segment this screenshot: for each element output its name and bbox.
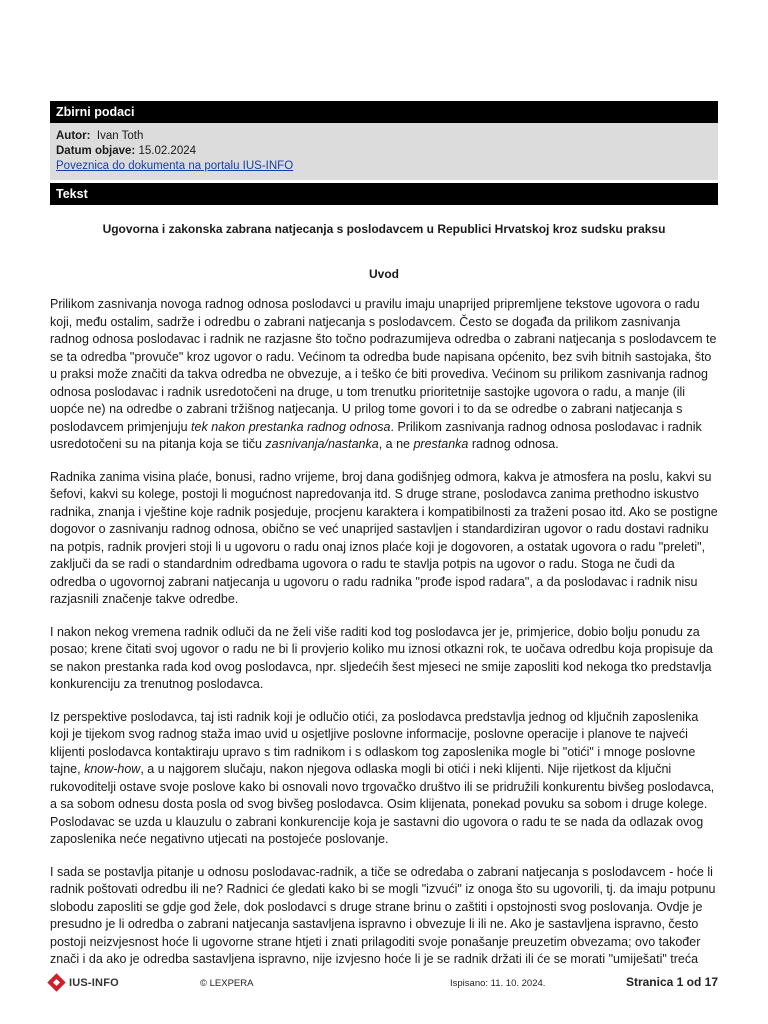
document-page	[50, 101, 718, 984]
metadata-box	[50, 123, 718, 180]
logo-mark-icon	[47, 973, 65, 991]
p4-text: Iz perspektive poslodavca, taj isti radnik koji je odlučio otići, za poslodavca predstavlja jednog od ključnih zaposlenika koji je tijekom svog radnog staža imao uvid u osjetljive poslovne informacije, poslovne operacije i planove te najveći klijenti poslodavca kontaktiraju upravo s tim radnikom i s odlaskom tog zaposlenika mogle bi "otići" i mnoge poslovne tajne,	[50, 709, 699, 776]
p4-italic: know-how	[84, 762, 141, 776]
paragraph-4	[50, 709, 718, 849]
author-label: Autor:	[56, 130, 91, 142]
p1-italic-2: zasnivanja/nastanka	[265, 437, 379, 451]
paragraph-2: Radnika zanima visina plaće, bonusi, radno vrijeme, broj dana godišnjeg odmora, kakva je atmosfera na poslu, kakvi su šefovi, kakvi su kolege, postoji li mogućnost napredovanja itd. S druge strane, poslodavca zanima prethodno iskustvo radnika, znanja i vještine koje radnik posjeduje, procjenu karaktera i kompatibilnosti za traženi posao itd. Ako se postigne dogovor o zasnivanju radnog odnosa, obično se već unaprijed sastavljen i standardiziran ugovor o radu dostavi radniku na potpis, radnik provjeri stoji li u ugovoru o radu onaj iznos plaće koji je dogovoren, a ostatak ugovora o radu "preleti", zaključi da se radi o standardnim odredbama ugovora o radu te stavlja potpis na ugovor o radu. Stoga ne čudi da odredba o ugovornoj zabrani natjecanja u ugovoru o radu radnika "prođe ispod radara", a da poslodavac i radnik nisu razjasnili značenje takve odredbe.	[50, 469, 718, 606]
date-value: 15.02.2024	[138, 145, 197, 157]
author-row	[56, 129, 712, 144]
p1-text: radnog odnosa.	[468, 437, 559, 451]
p1-text: . Prilikom zasnivanja radnog odnosa poslodavac i radnik usredotočeni su na pitanja koja se tiču	[50, 419, 702, 451]
page-footer	[50, 972, 718, 996]
author-value: Ivan Toth	[96, 130, 144, 142]
paragraph-1	[50, 296, 718, 454]
printed-date: Ispisano: 11. 10. 2024.	[450, 978, 546, 989]
paragraph-3: I nakon nekog vremena radnik odluči da ne želi više raditi kod tog poslodavca jer je, primjerice, dobio bolju ponudu za posao; krene čitati svoj ugovor o radu ne bi li provjerio koliko mu iznosi otkazni rok, te uočava odredbu koja propisuje da se nakon prestanka rada kod ovog poslodavca, npr. sljedećih šest mjeseci ne smije zaposliti kod nekoga tko predstavlja konkurenciju za trenutnog poslodavca.	[50, 624, 713, 691]
p4-text: , a u najgorem slučaju, nakon njegova odlaska mogli bi otići i neki klijenti. Nije rijetkost da ključni rukovoditelji ostave svoje poslove kako bi osnovali novo trgovačko društvo ili se pridružili konkurentu bivšeg poslodavca, a sa sobom odnesu dosta posla od svog bivšeg poslodavca. Osim klijenata, ponekad povuku sa sobom i druge kolege. Poslodavac se uzda u klauzulu o zabrani konkurencije koja je sastavni dio ugovora o radu te se nada da odlazak ovog zaposlenika neće negativno utjecati na postojeće poslovanje.	[50, 762, 715, 846]
p1-italic-1: tek nakon prestanka radnog odnosa	[191, 419, 391, 434]
text-header: Tekst	[50, 183, 718, 205]
summary-header: Zbirni podaci	[50, 101, 718, 123]
link-row	[56, 159, 712, 174]
portal-link[interactable]: Poveznica do dokumenta na portalu IUS-INFO	[56, 160, 294, 172]
logo-text: IUS-INFO	[69, 976, 119, 989]
copyright: © LEXPERA	[200, 978, 254, 989]
date-label: Datum objave:	[56, 145, 136, 157]
paragraph-5: I sada se postavlja pitanje u odnosu poslodavac-radnik, a tiče se odredaba o zabrani natjecanja s poslodavcem - hoće li radnik poštovati odredbu ili ne? Radnici će gledati kako bi se mogli "izvući" iz onoga što su ugovorili, tj. da imaju potpunu slobodu zaposliti se gdje god žele, dok poslodavci s druge strane brinu o zaštiti i opstojnosti svog poslovanja. Ovdje je presudno je li odredba o zabrani natjecanja sastavljena ispravno i obvezuje li ili ne. Ako je sastavljena ispravno, često postoji neizvjesnost hoće li ugovorne strane htjeti i znati prilagoditi svoje ponašanje preuzetim obvezama; ovo također znači i da ako je odredba sastavljena ispravno, nije izvjesno hoće li je se radnik držati ili će se morati "umiješati" treća	[50, 864, 716, 966]
p1-text: , a ne	[378, 437, 414, 451]
p1-text: Prilikom zasnivanja novoga radnog odnosa poslodavci u pravilu imaju unaprijed pripremljene tekstove ugovora o radu koji, među ostalim, sadrže i odredbu o zabrani natjecanja s poslodavcem. Često se događa da prilikom zasnivanja radnog odnosa poslodavac i radnik ne razjasne što točno podrazumijeva odredba o zabrani natjecanja s poslodavcem te se ta odredba "provuče" kroz ugovor o radu. Većinom ta odredba bude napisana općenito, bez svih bitnih sastojaka, što u praksi može značiti da takva odredba ne obvezuje, a i teško će biti provediva. Većinom su prilikom zasnivanja radnog odnosa poslodavac i radnik usredotočeni na druge, u tom trenutku prioritetnije sastojke ugovora o radu, a manje (ili uopće ne) na odredbe o zabrani tržišnog natjecanja. U prilog tome govori i to da se odredbe o zabrani natjecanja s poslodavcem primjenjuju	[50, 297, 717, 434]
p1-italic-3: prestanka	[413, 437, 469, 451]
ius-info-logo	[50, 976, 119, 989]
section-title: Uvod	[369, 267, 399, 281]
date-row	[56, 144, 712, 159]
document-title: Ugovorna i zakonska zabrana natjecanja s poslodavcem u Republici Hrvatskoj kroz sudsku praksu	[102, 222, 666, 236]
page-number: Stranica 1 od 17	[625, 975, 718, 989]
